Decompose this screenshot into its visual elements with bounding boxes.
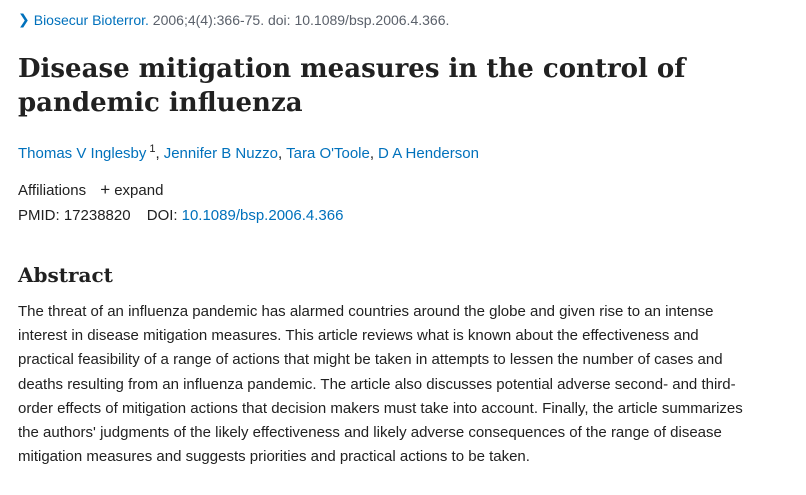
author-link[interactable]: Thomas V Inglesby [18,145,147,162]
abstract-heading: Abstract [18,263,113,287]
pmid-label: PMID: [18,207,60,224]
chevron-right-icon[interactable]: ❯ [18,11,30,27]
citation-details: 2006;4(4):366-75. doi: 10.1089/bsp.2006.4.366. [148,12,450,28]
author-list [18,143,479,162]
doi-link[interactable]: 10.1089/bsp.2006.4.366 [181,207,344,224]
pmid-value: 17238820 [63,207,131,224]
journal-link[interactable]: Biosecur Bioterror. [33,12,149,28]
affiliations-label: Affiliations [18,182,87,199]
author-separator: , [155,145,160,162]
author-separator: , [277,145,283,162]
expand-label: expand [114,182,164,199]
author-link[interactable]: Tara O'Toole [286,145,370,162]
abstract-text: The threat of an influenza pandemic has alarmed countries around the globe and given rise to an intense interest in disease mitigation measures. This article reviews what is known about the effectiveness and practical feasibility of a range of actions that might be taken in attempts to lessen the number of cases and deaths resulting from an influenza pandemic. The article also discusses potential adverse second- and third-order effects of mitigation actions that decision makers must take into account. Finally, the article summarizes the authors' judgments of the likely effectiveness and likely adverse consequences of the range of disease mitigation measures and suggests priorities and practical actions to be taken. [18,303,743,466]
doi-label: DOI: [146,207,178,224]
author-separator: , [369,145,375,162]
citation-line [18,12,449,29]
affiliations-expand-button[interactable] [100,182,163,199]
author-link[interactable]: Jennifer B Nuzzo [163,145,278,162]
affiliation-ref[interactable]: 1 [149,143,156,155]
identifiers-row [18,207,343,224]
affiliations-row [18,180,163,200]
author-link[interactable]: D A Henderson [378,145,479,162]
plus-icon: + [100,180,111,199]
article-title: Disease mitigation measures in the control of pandemic influenza [18,54,686,118]
